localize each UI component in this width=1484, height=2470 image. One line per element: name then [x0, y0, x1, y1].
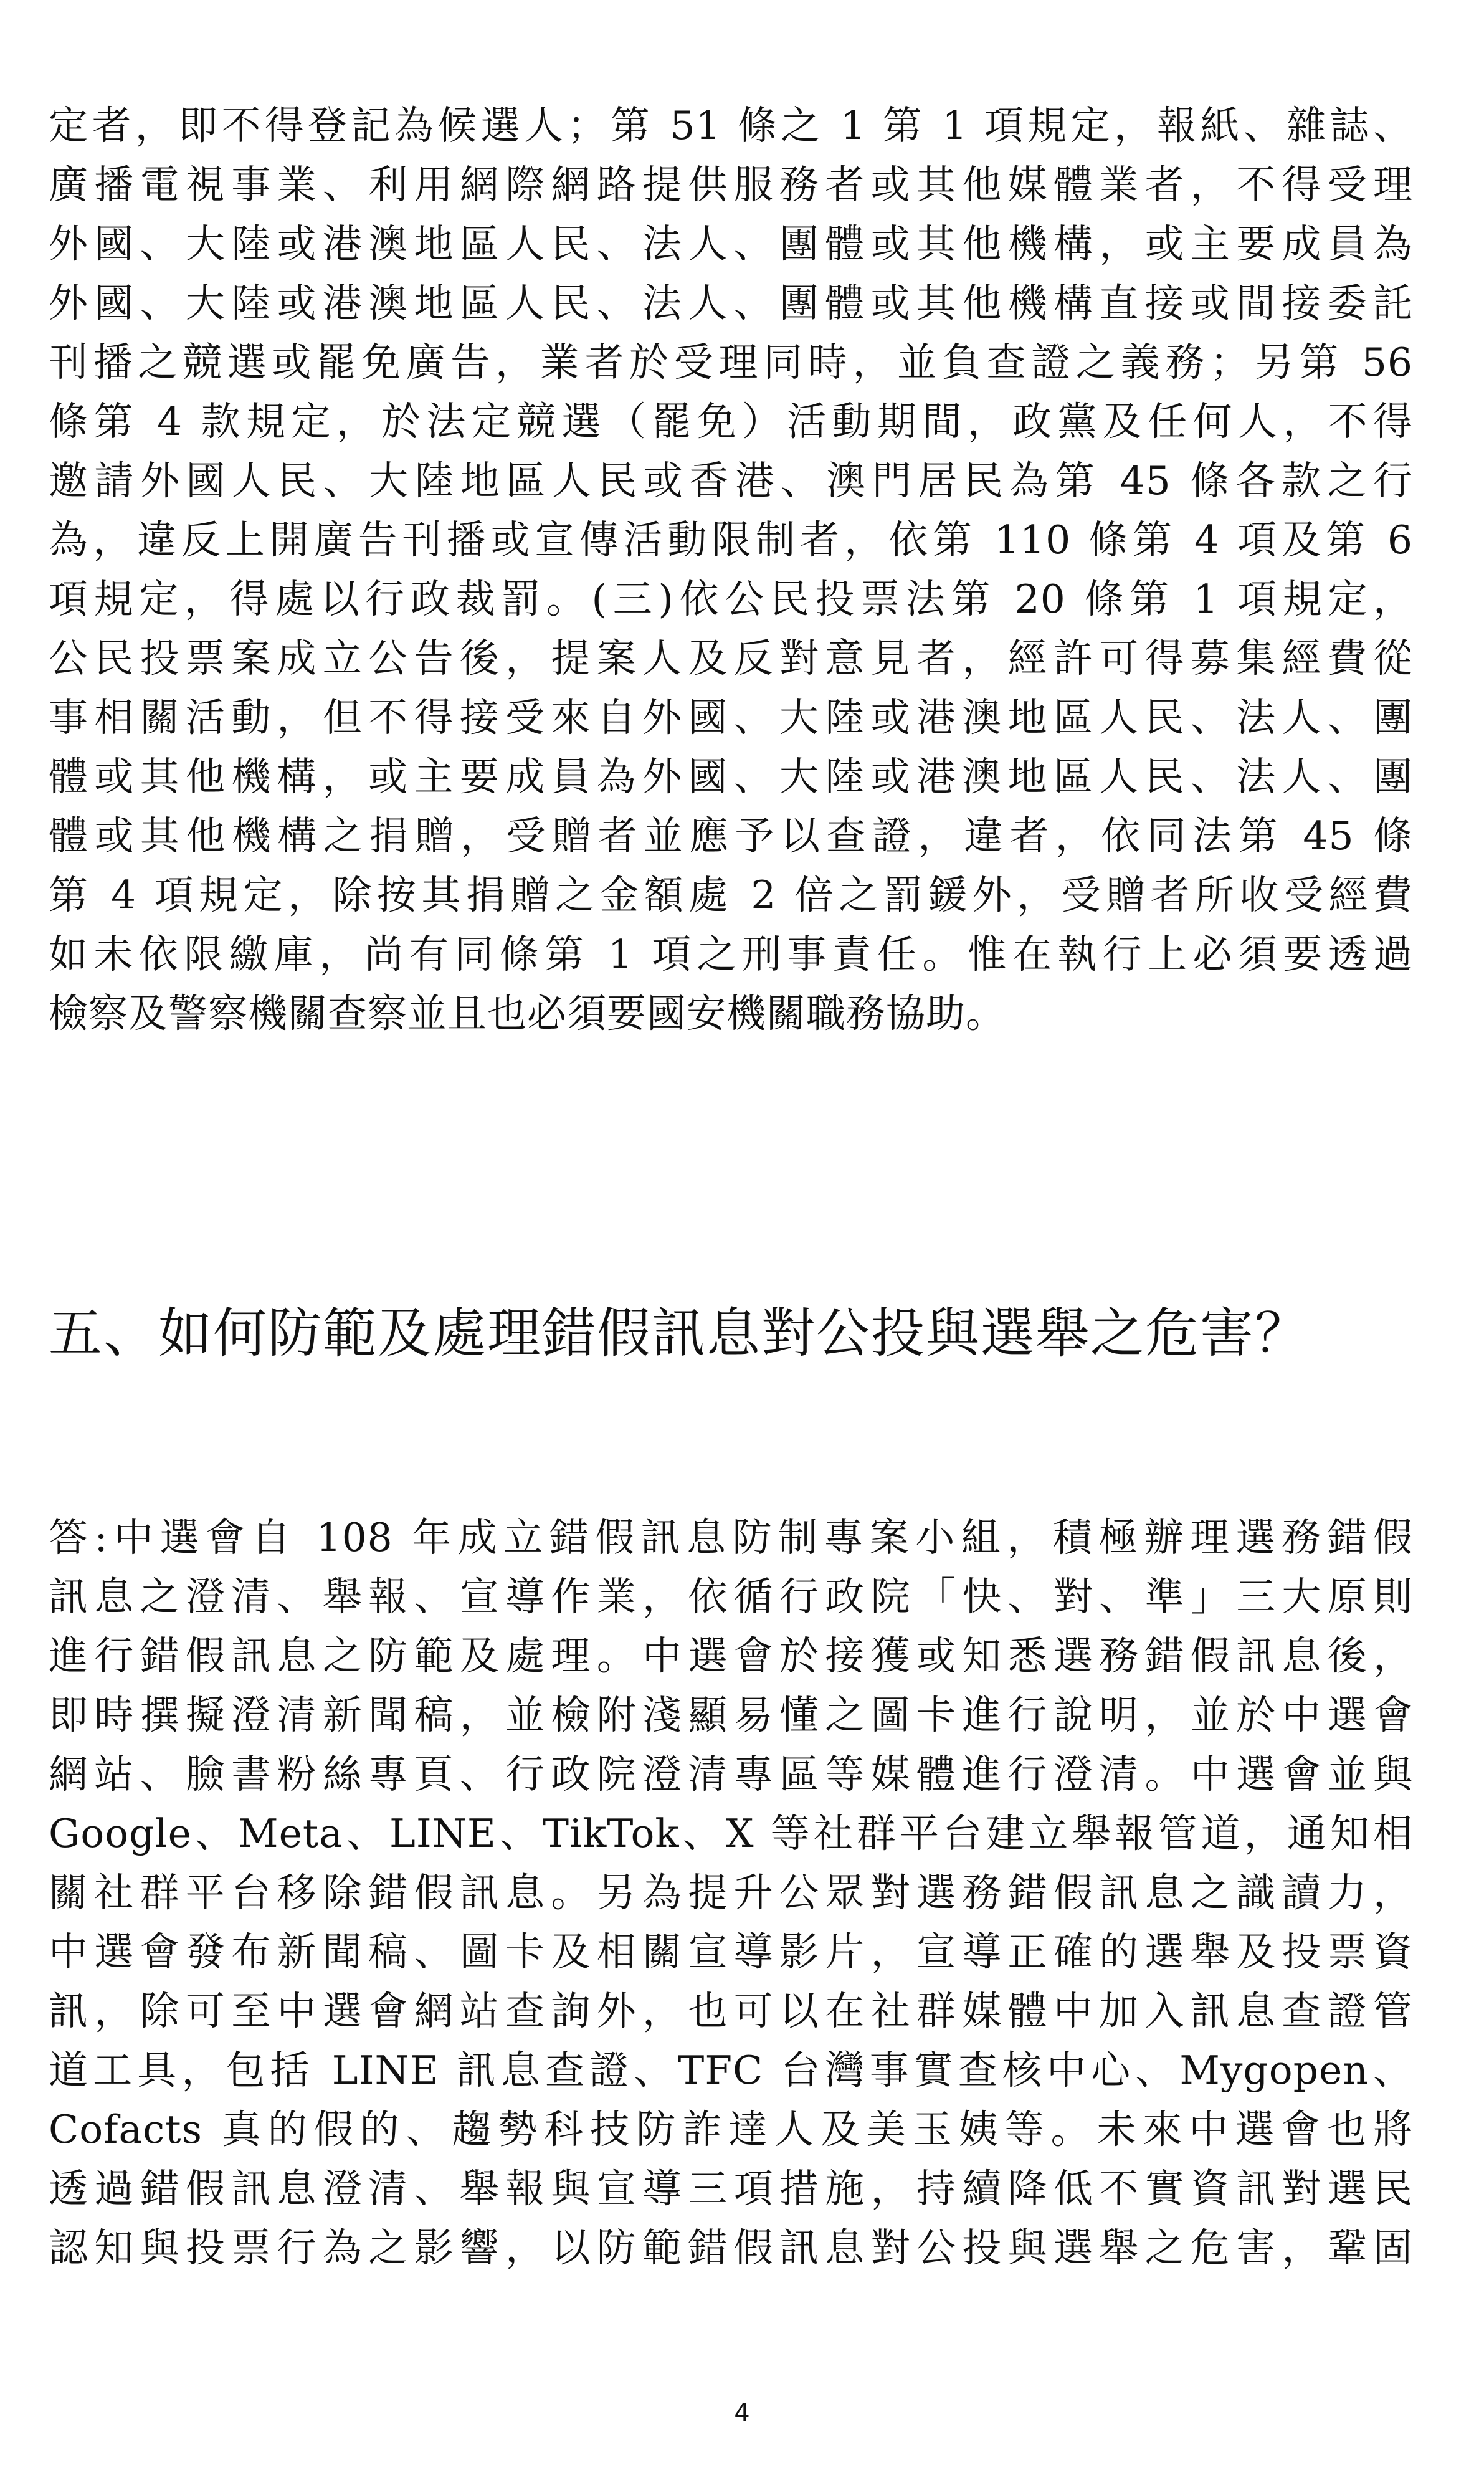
text-line: 中選會發布新聞稿、圖卡及相關宣導影片，宣導正確的選舉及投票資 [49, 1929, 1413, 1975]
text-line: 即時撰擬澄清新聞稿，並檢附淺顯易懂之圖卡進行說明，並於中選會 [49, 1692, 1413, 1738]
text-line: 條第 4 款規定，於法定競選（罷免）活動期間，政黨及任何人，不得 [49, 399, 1413, 444]
text-line: 如未依限繳庫，尚有同條第 1 項之刑事責任。惟在執行上必須要透過 [49, 932, 1413, 977]
text-line: 為，違反上開廣告刊播或宣傳活動限制者，依第 110 條第 4 項及第 6 [49, 517, 1413, 563]
page-number: 4 [734, 2399, 750, 2428]
text-line: 體或其他機構，或主要成員為外國、大陸或港澳地區人民、法人、團 [49, 754, 1413, 799]
text-line: 進行錯假訊息之防範及處理。中選會於接獲或知悉選務錯假訊息後， [49, 1633, 1413, 1679]
text-line: 關社群平台移除錯假訊息。另為提升公眾對選務錯假訊息之識讀力， [49, 1870, 1413, 1915]
text-line: 邀請外國人民、大陸地區人民或香港、澳門居民為第 45 條各款之行 [49, 458, 1413, 503]
text-line: 透過錯假訊息澄清、舉報與宣導三項措施，持續降低不實資訊對選民 [49, 2166, 1413, 2211]
text-line: 外國、大陸或港澳地區人民、法人、團體或其他機構，或主要成員為 [49, 221, 1413, 267]
text-line: 項規定，得處以行政裁罰。(三)依公民投票法第 20 條第 1 項規定， [49, 576, 1413, 622]
text-line: 第 4 項規定，除按其捐贈之金額處 2 倍之罰鍰外，受贈者所收受經費 [49, 872, 1413, 918]
text-line: 體或其他機構之捐贈，受贈者並應予以查證，違者，依同法第 45 條 [49, 813, 1413, 859]
text-line: 檢察及警察機關查察並且也必須要國安機關職務協助。 [49, 991, 1006, 1036]
section-heading-container [49, 1296, 1419, 1371]
text-line: 道工具，包括 LINE 訊息查證、TFC 台灣事實查核中心、Mygopen、 [49, 2048, 1413, 2093]
text-line: 答:中選會自 108 年成立錯假訊息防制專案小組，積極辦理選務錯假 [49, 1515, 1413, 1560]
text-line: Cofacts 真的假的、趨勢科技防詐達人及美玉姨等。未來中選會也將 [49, 2107, 1413, 2152]
text-line: 訊，除可至中選會網站查詢外，也可以在社群媒體中加入訊息查證管 [49, 1988, 1413, 2034]
text-line: 定者，即不得登記為候選人；第 51 條之 1 第 1 項規定，報紙、雜誌、 [49, 103, 1413, 148]
continued-paragraph [49, 96, 1413, 1043]
text-line: 外國、大陸或港澳地區人民、法人、團體或其他機構直接或間接委託 [49, 280, 1413, 326]
text-line: Google、Meta、LINE、TikTok、X 等社群平台建立舉報管道，通知相 [49, 1811, 1413, 1856]
text-line: 刊播之競選或罷免廣告，業者於受理同時，並負查證之義務；另第 56 [49, 340, 1413, 385]
answer-paragraph [49, 1508, 1413, 2277]
section-heading: 五、如何防範及處理錯假訊息對公投與選舉之危害？ [49, 1302, 1310, 1365]
text-line: 網站、臉書粉絲專頁、行政院澄清專區等媒體進行澄清。中選會並與 [49, 1752, 1413, 1797]
text-line: 廣播電視事業、利用網際網路提供服務者或其他媒體業者，不得受理 [49, 162, 1413, 207]
text-line: 公民投票案成立公告後，提案人及反對意見者，經許可得募集經費從 [49, 636, 1413, 681]
text-line: 訊息之澄清、舉報、宣導作業，依循行政院「快、對、準」三大原則 [49, 1574, 1413, 1619]
text-line: 認知與投票行為之影響，以防範錯假訊息對公投與選舉之危害，鞏固 [49, 2225, 1413, 2271]
text-line: 事相關活動，但不得接受來自外國、大陸或港澳地區人民、法人、團 [49, 695, 1413, 740]
